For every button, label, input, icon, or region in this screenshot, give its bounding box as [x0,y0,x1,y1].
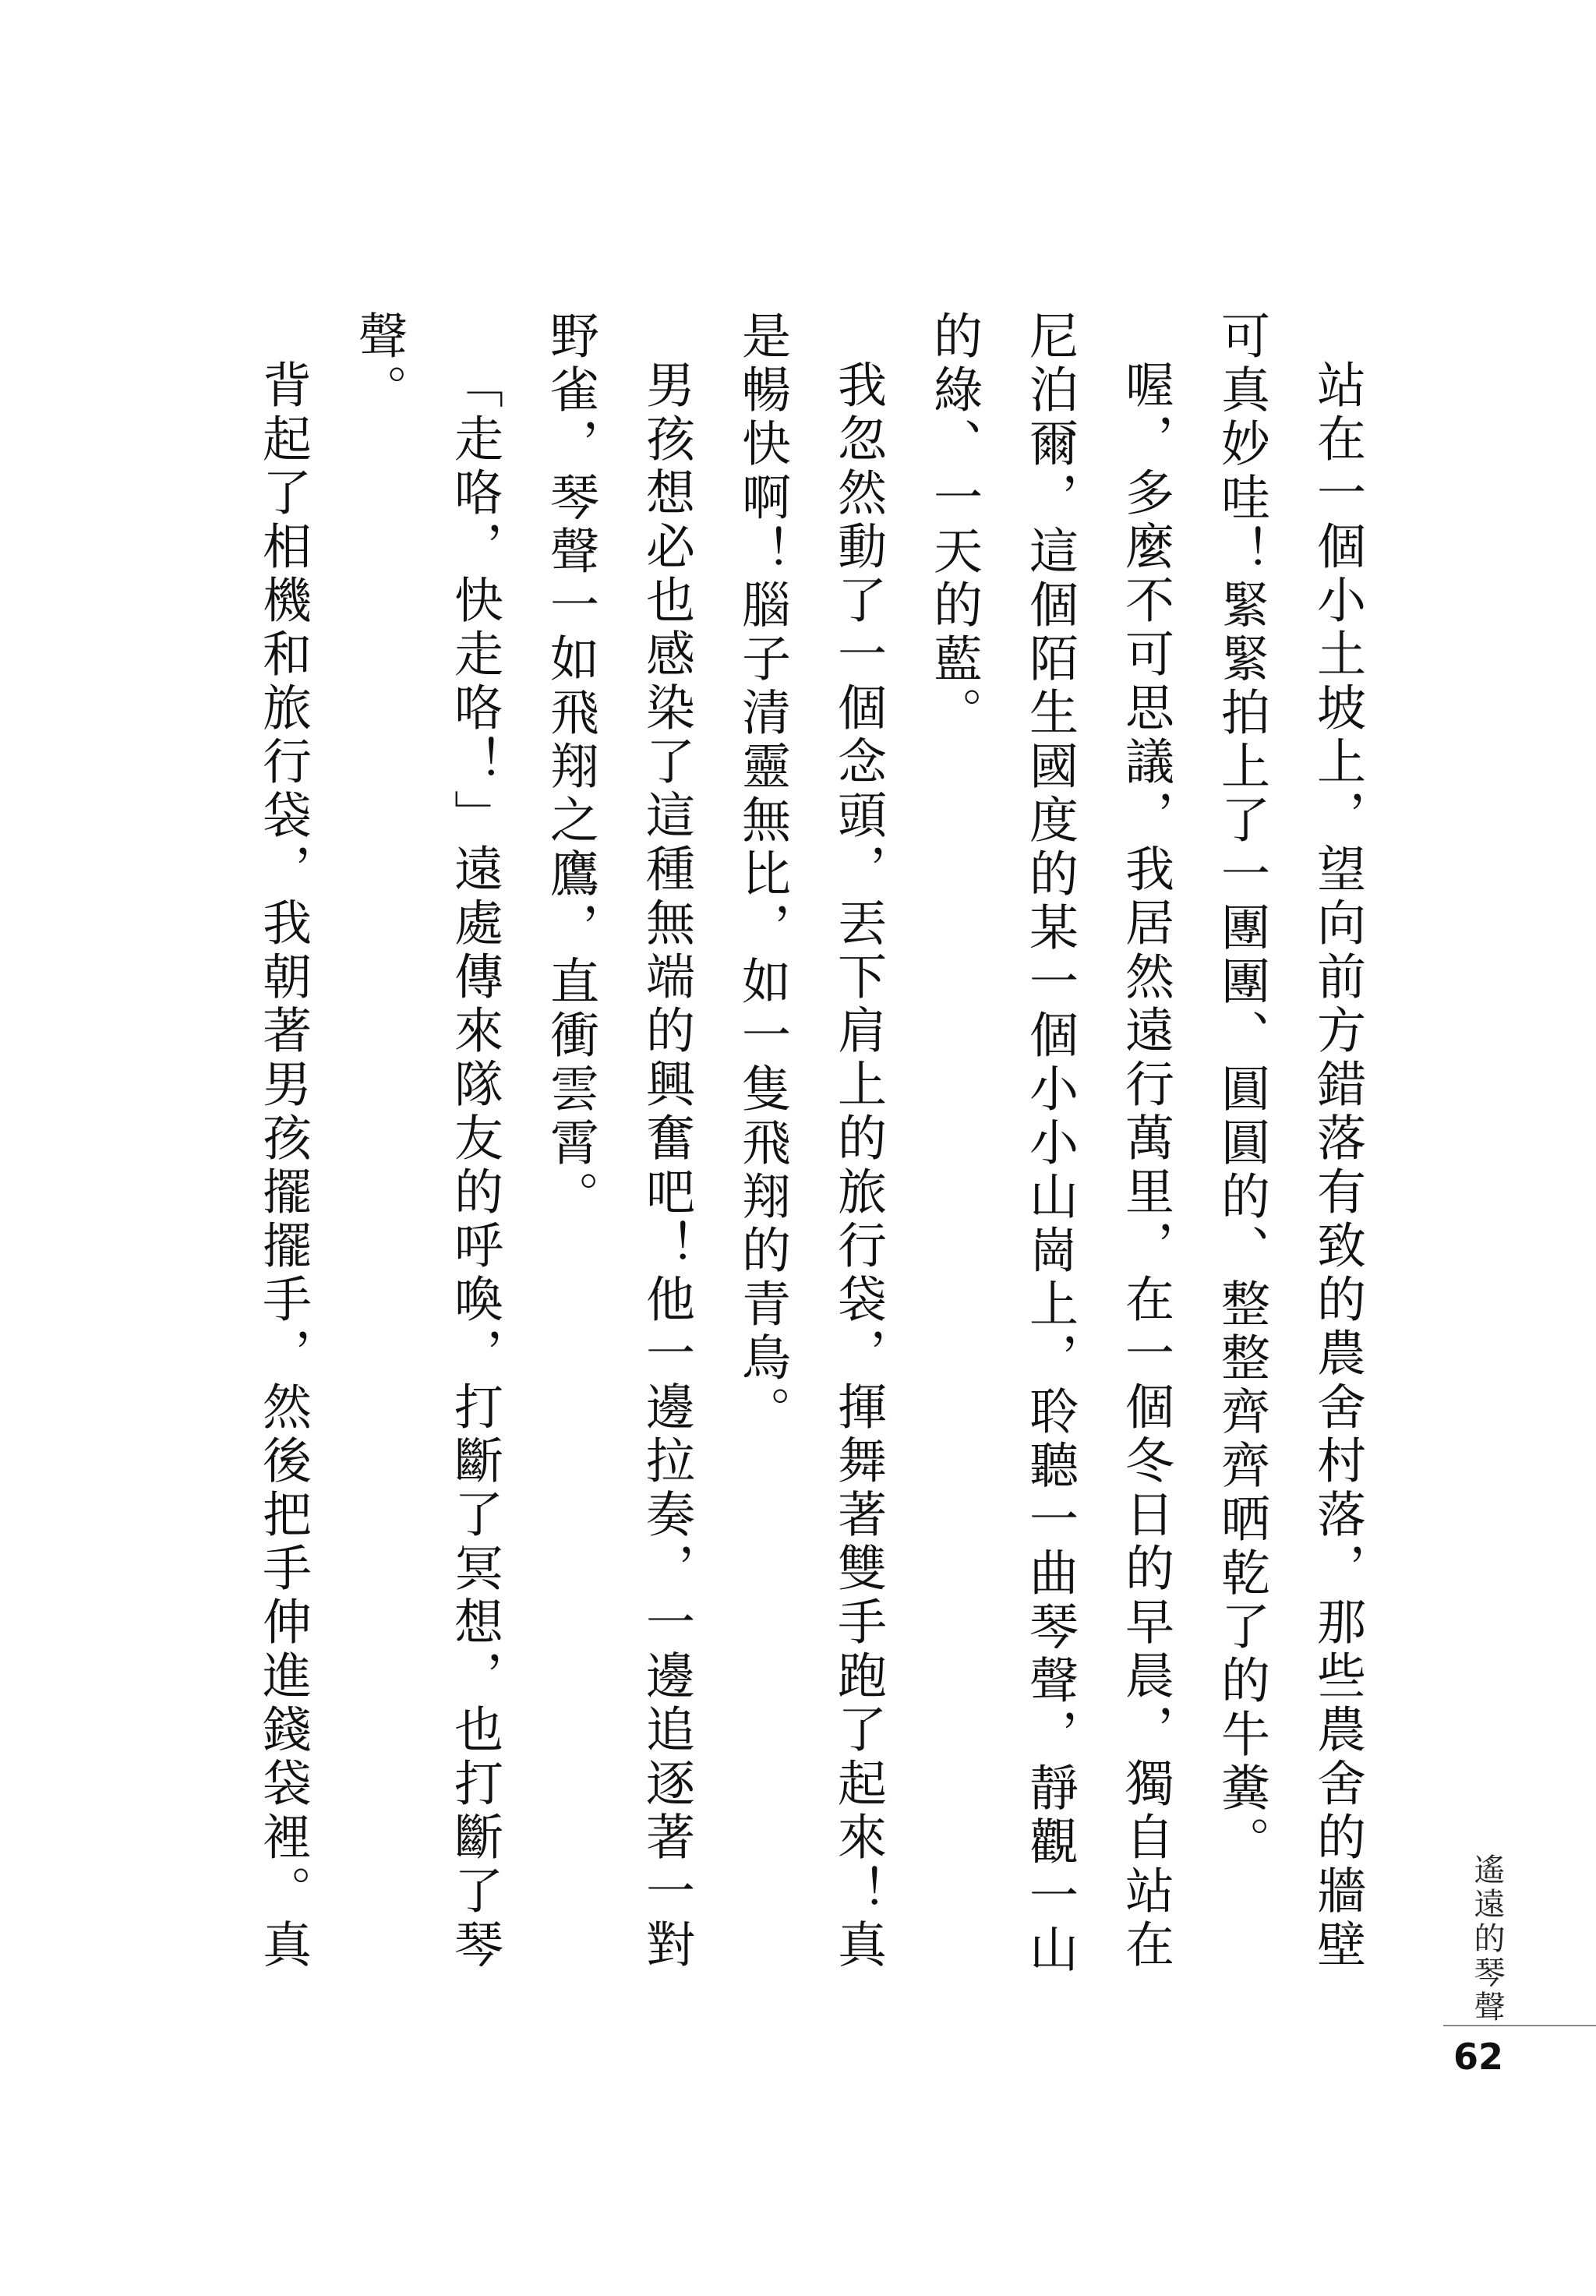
paragraph-3: 我忽然動了一個念頭，丟下肩上的旅行袋，揮舞著雙手跑了起來！真是暢快啊！腦子清靈無比，如一隻飛翔的青鳥。 [734,310,887,1973]
paragraph-5: 「走咯，快走咯！」遠處傳來隊友的呼喚，打斷了冥想，也打斷了琴聲。 [351,310,503,1973]
page-number: 62 [1453,2036,1503,2078]
body-text [235,310,1386,1986]
paragraph-2: 喔，多麼不可思議，我居然遠行萬里，在一個冬日的早晨，獨自站在尼泊爾，這個陌生國度的某一個小小山崗上，聆聽一曲琴聲，靜觀一山的綠、一天的藍。 [926,310,1174,1977]
paragraph-6: 背起了相機和旅行袋，我朝著男孩擺擺手，然後把手伸進錢袋裡。真 [255,359,312,1973]
paragraph-4: 男孩想必也感染了這種無端的興奮吧！他一邊拉奏，一邊追逐著一對野雀，琴聲一如飛翔之鷹，直衝雲霄。 [542,310,695,1973]
running-title: 遙遠的琴聲 [1469,1853,1505,2025]
folio-divider [1443,2025,1596,2026]
paragraph-1: 站在一個小土坡上，望向前方錯落有致的農舍村落，那些農舍的牆壁可真妙哇！緊緊拍上了一團團、圓圓的、整整齊齊晒乾了的牛糞。 [1213,310,1366,1973]
